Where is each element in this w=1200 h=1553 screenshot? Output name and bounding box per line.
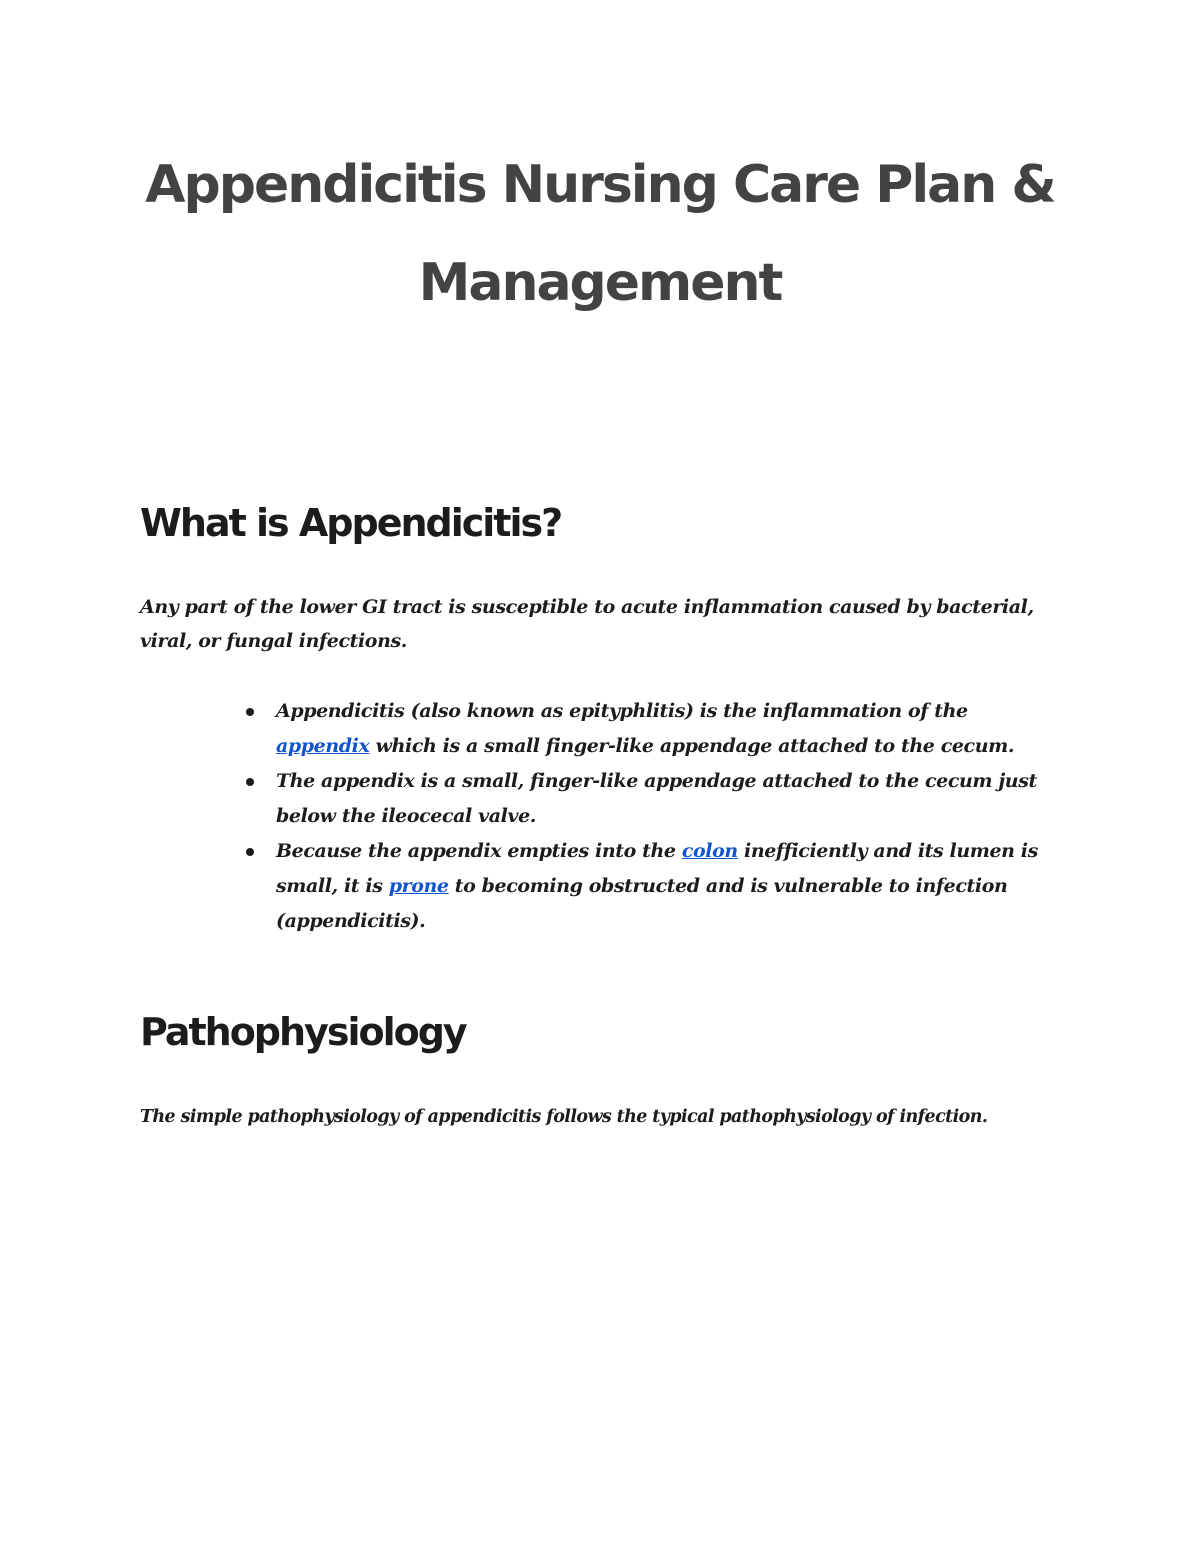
list-item-text: The appendix is a small, finger-like appendage attached to the cecum just below the ileocecal valve. xyxy=(276,770,1037,827)
list-item-text: Appendicitis (also known as epityphlitis) is the inflammation of the xyxy=(276,700,968,722)
section-heading-pathophysiology: Pathophysiology xyxy=(140,1010,466,1054)
appendix-link[interactable]: appendix xyxy=(276,735,370,757)
list-item-text: which is a small finger-like appendage attached to the cecum. xyxy=(369,735,1015,757)
list-item-text: Because the appendix empties into the xyxy=(276,840,682,862)
bullet-icon xyxy=(246,708,254,716)
bullet-icon xyxy=(246,848,254,856)
list-item xyxy=(276,764,1066,834)
intro-paragraph: Any part of the lower GI tract is susceptible to acute inflammation caused by bacterial, viral, or fungal infections. xyxy=(140,596,1034,652)
list-item xyxy=(276,694,1066,764)
list-item-text: inefficiently and its lumen is small, it is xyxy=(276,840,1038,897)
prone-link[interactable]: prone xyxy=(388,875,449,897)
section-heading-what-is-appendicitis: What is Appendicitis? xyxy=(140,501,562,545)
pathophysiology-paragraph: The simple pathophysiology of appendicitis follows the typical pathophysiology of infection. xyxy=(140,1107,988,1127)
bullet-list xyxy=(276,694,1066,939)
list-item-text: to becoming obstructed and is vulnerable to infection (appendicitis). xyxy=(276,875,1008,932)
colon-link[interactable]: colon xyxy=(681,840,738,862)
bullet-icon xyxy=(246,778,254,786)
document-title-line-1: Appendicitis Nursing Care Plan & xyxy=(145,155,1055,215)
list-item xyxy=(276,834,1066,939)
document-title-line-2: Management xyxy=(418,253,782,313)
document-title xyxy=(140,136,1060,332)
